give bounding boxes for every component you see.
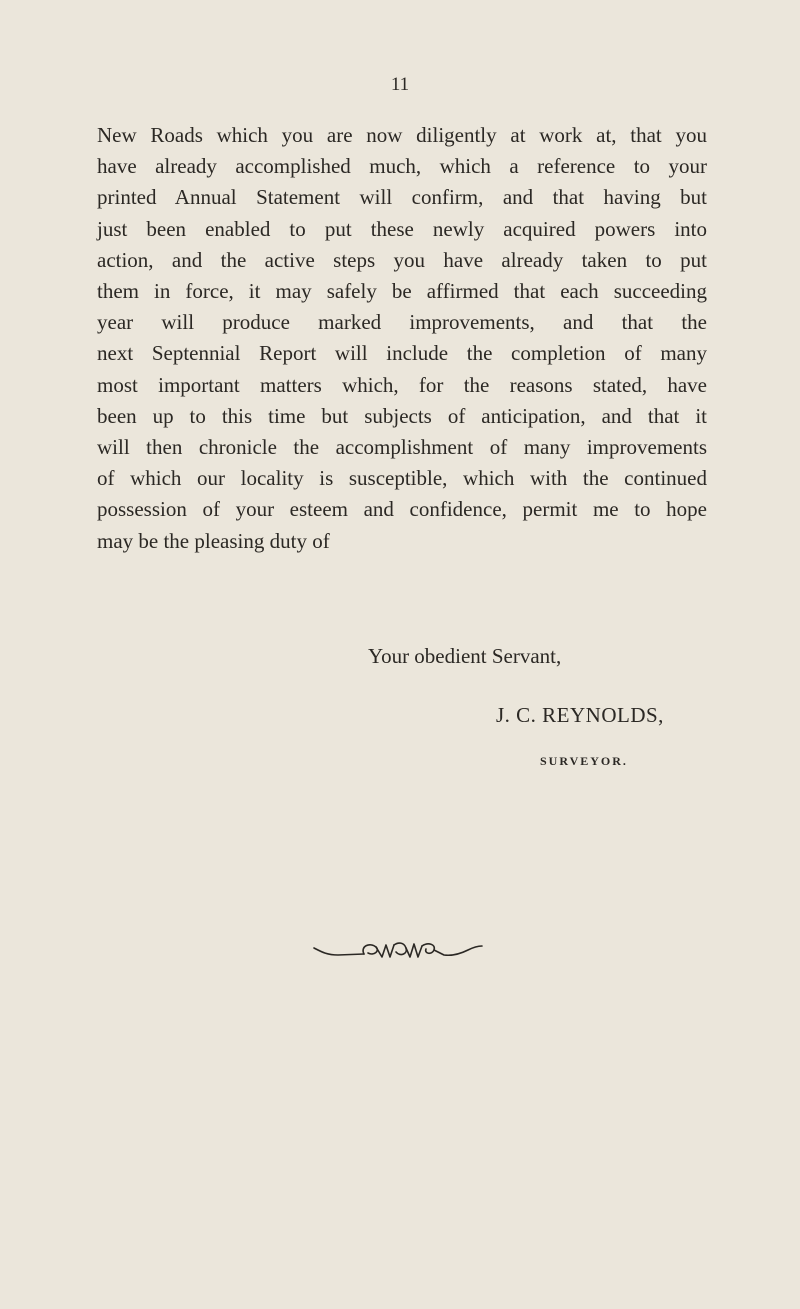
- body-line: been up to this time but subjects of anticipation, and that it: [97, 403, 707, 428]
- body-line: will then chronicle the accomplishment of many improvements: [97, 435, 707, 460]
- closing-salutation: Your obedient Servant,: [368, 644, 562, 668]
- body-line: action, and the active steps you have already taken to put: [97, 247, 707, 272]
- body-line: possession of your esteem and confidence, permit me to hope: [97, 497, 707, 522]
- body-line: just been enabled to put these newly acquired powers into: [97, 216, 707, 241]
- body-paragraph: [97, 120, 707, 557]
- body-line: of which our locality is susceptible, which with the continued: [97, 466, 707, 491]
- body-line: them in force, it may safely be affirmed that each succeeding: [97, 279, 707, 304]
- page-number: 11: [390, 74, 410, 95]
- body-line: printed Annual Statement will confirm, and that having but: [97, 185, 707, 210]
- body-line: year will produce marked improvements, and that the: [97, 310, 707, 335]
- body-line: New Roads which you are now diligently at work at, that you: [97, 123, 707, 147]
- body-line: may be the pleasing duty of: [97, 528, 330, 553]
- body-line: next Septennial Report will include the completion of many: [97, 341, 707, 366]
- decorative-flourish-icon: [312, 938, 484, 968]
- signature-name: J. C. REYNOLDS,: [496, 703, 664, 727]
- body-line: most important matters which, for the reasons stated, have: [97, 372, 707, 397]
- body-line: have already accomplished much, which a reference to your: [97, 154, 707, 179]
- signature-title: SURVEYOR.: [540, 754, 628, 768]
